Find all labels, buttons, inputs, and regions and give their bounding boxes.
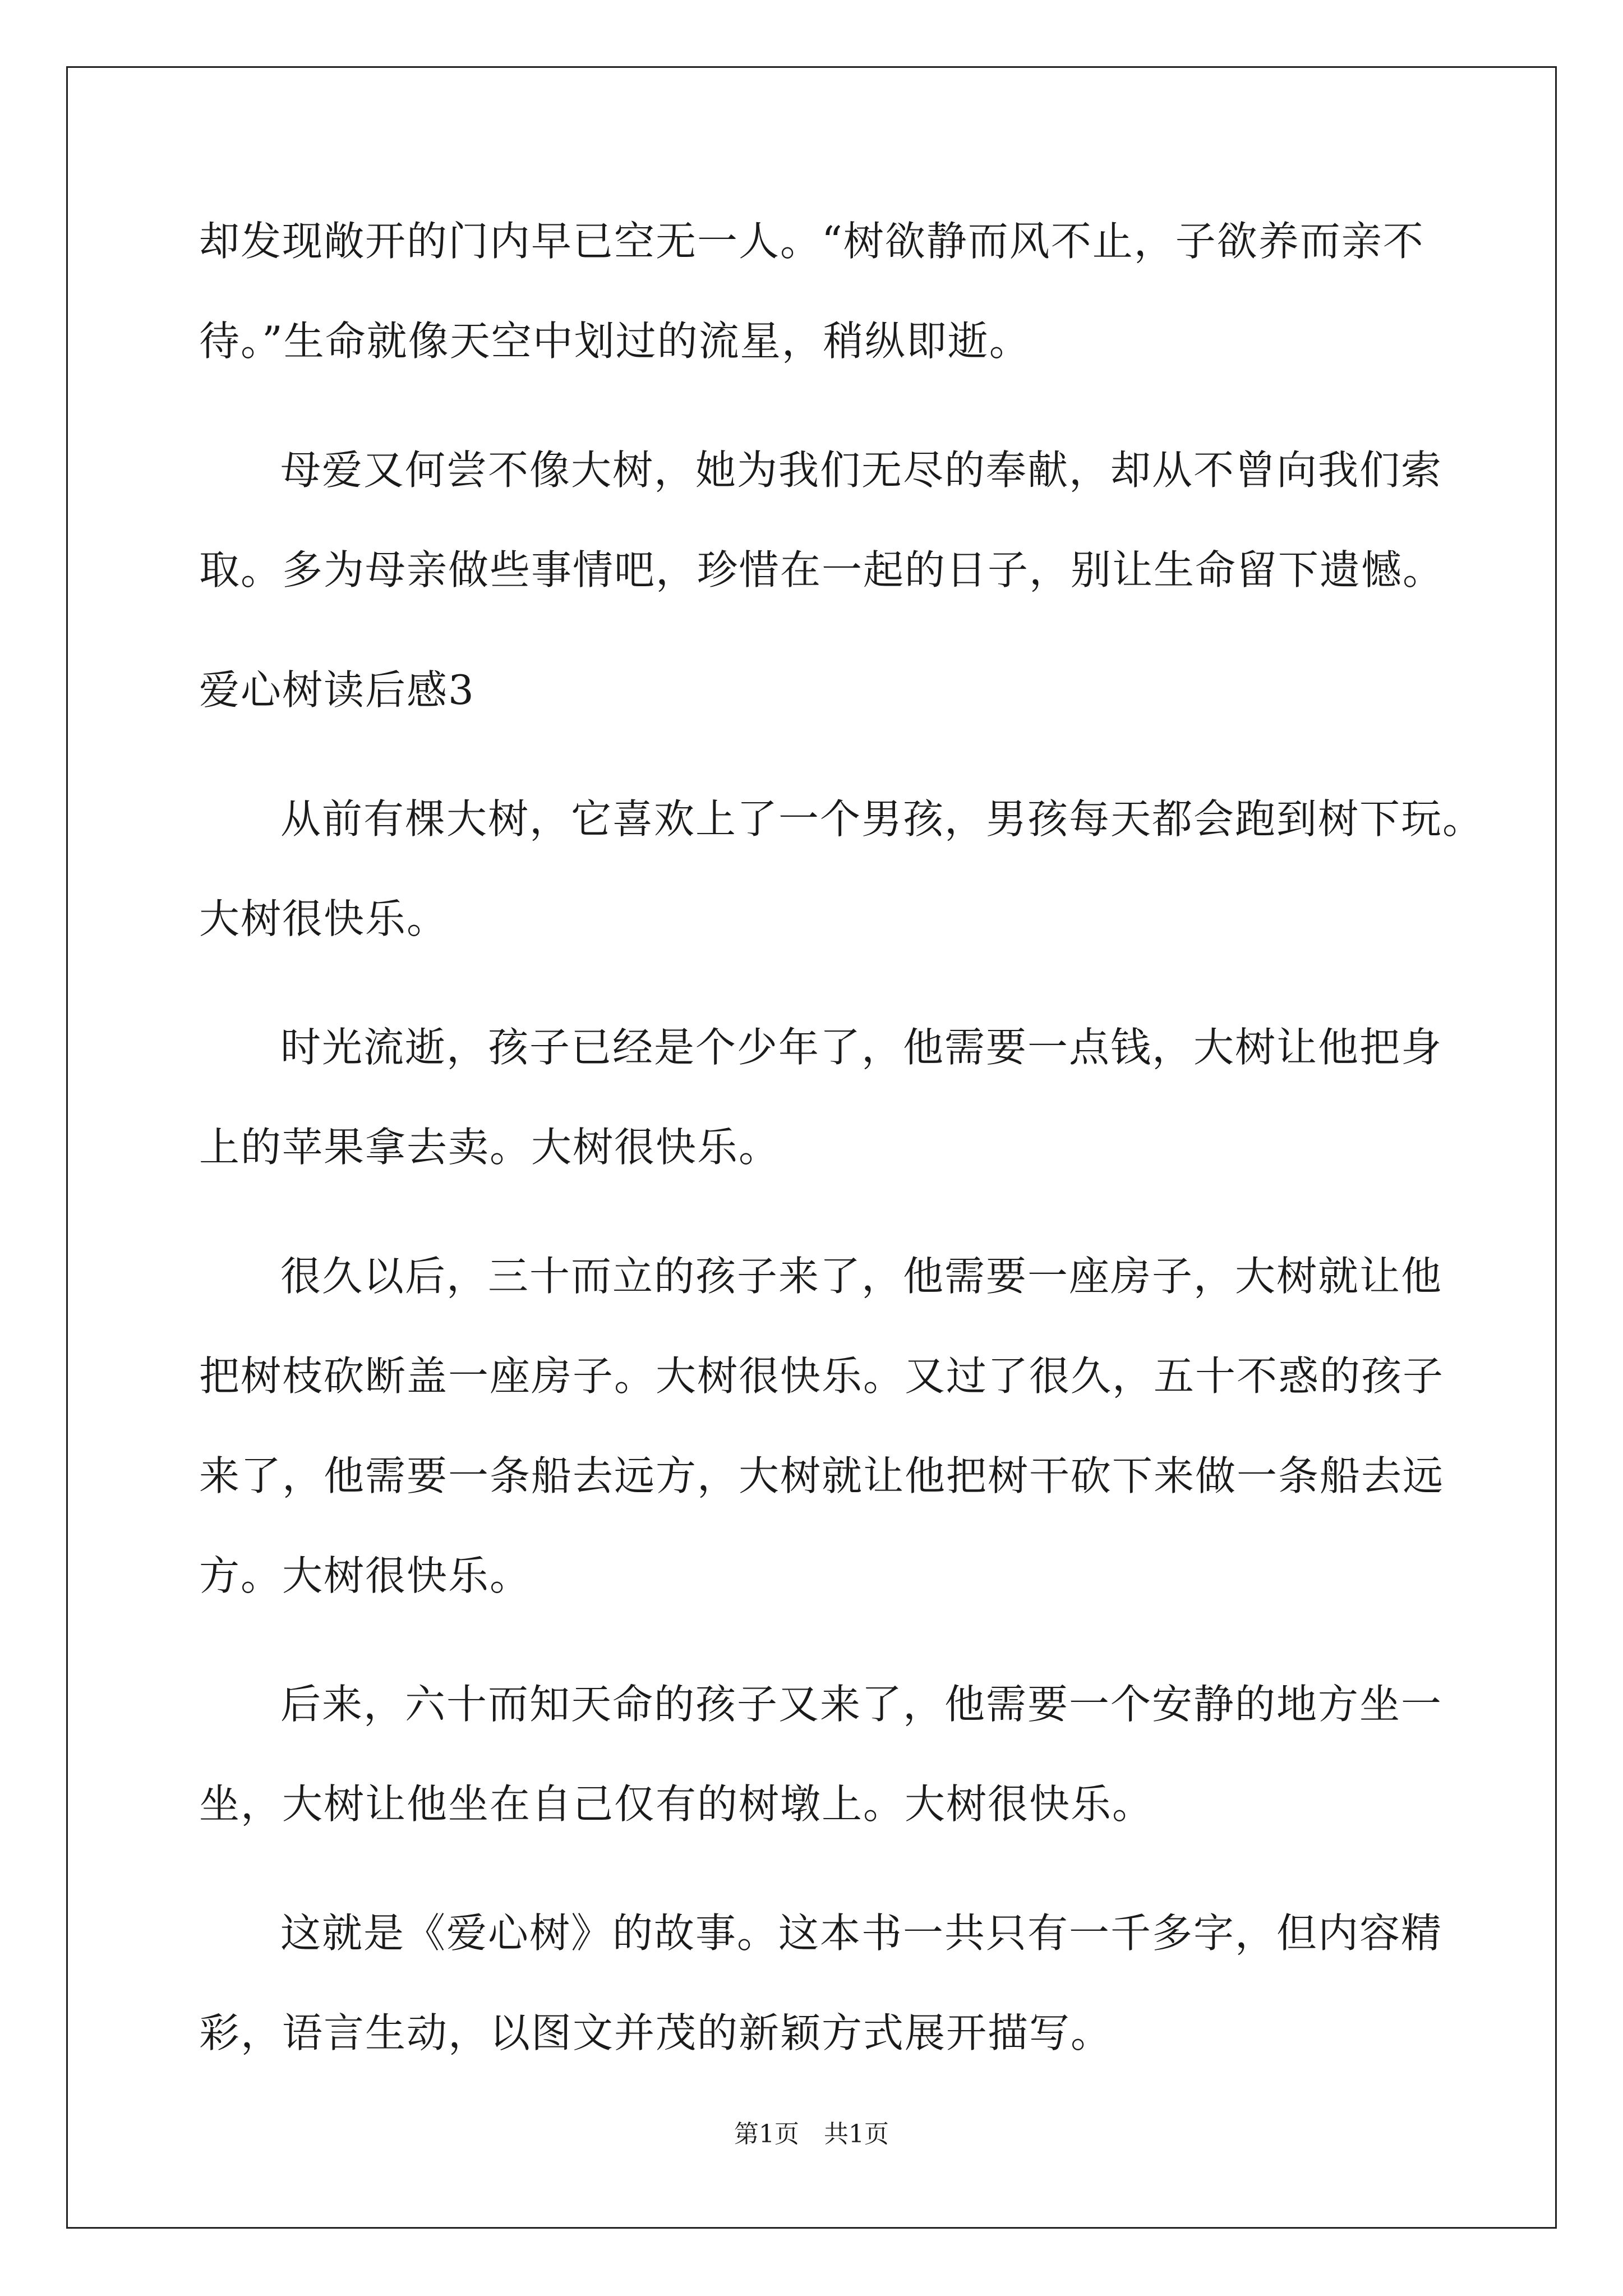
section-heading: 爱心树读后感3 [199, 666, 475, 714]
text-line: 取。多为母亲做些事情吧，珍惜在一起的日子，别让生命留下遗憾。 [199, 546, 1445, 593]
page-footer: 第1页 共1页 [734, 2120, 889, 2148]
text-line: 把树枝砍断盖一座房子。大树很快乐。又过了很久，五十不惑的孩子 [199, 1352, 1445, 1400]
paragraph-line: 时光流逝，孩子已经是个少年了，他需要一点钱，大树让他把身 [280, 1024, 1443, 1071]
paragraph-line: 这就是《爱心树》的故事。这本书一共只有一千多字，但内容精 [280, 1910, 1443, 1957]
text-line: 待。”生命就像天空中划过的流星，稍纵即逝。 [199, 318, 1031, 365]
text-line: 坐，大树让他坐在自己仅有的树墩上。大树很快乐。 [199, 1780, 1154, 1828]
text-line: 却发现敞开的门内早已空无一人。“树欲静而风不止，子欲养而亲不 [199, 218, 1424, 265]
paragraph-line: 从前有棵大树，它喜欢上了一个男孩，男孩每天都会跑到树下玩。 [280, 795, 1484, 843]
paragraph-line: 后来，六十而知天命的孩子又来了，他需要一个安静的地方坐一 [280, 1681, 1443, 1728]
text-line: 上的苹果拿去卖。大树很快乐。 [199, 1124, 781, 1171]
text-line: 方。大树很快乐。 [199, 1552, 532, 1599]
paragraph-line: 母爱又何尝不像大树，她为我们无尽的奉献，却从不曾向我们索 [280, 447, 1443, 494]
paragraph-line: 很久以后，三十而立的孩子来了，他需要一座房子，大树就让他 [280, 1253, 1443, 1300]
text-line: 彩，语言生动，以图文并茂的新颖方式展开描写。 [199, 2009, 1113, 2056]
text-line: 大树很快乐。 [199, 895, 449, 942]
text-line: 来了，他需要一条船去远方，大树就让他把树干砍下来做一条船去远 [199, 1452, 1445, 1499]
